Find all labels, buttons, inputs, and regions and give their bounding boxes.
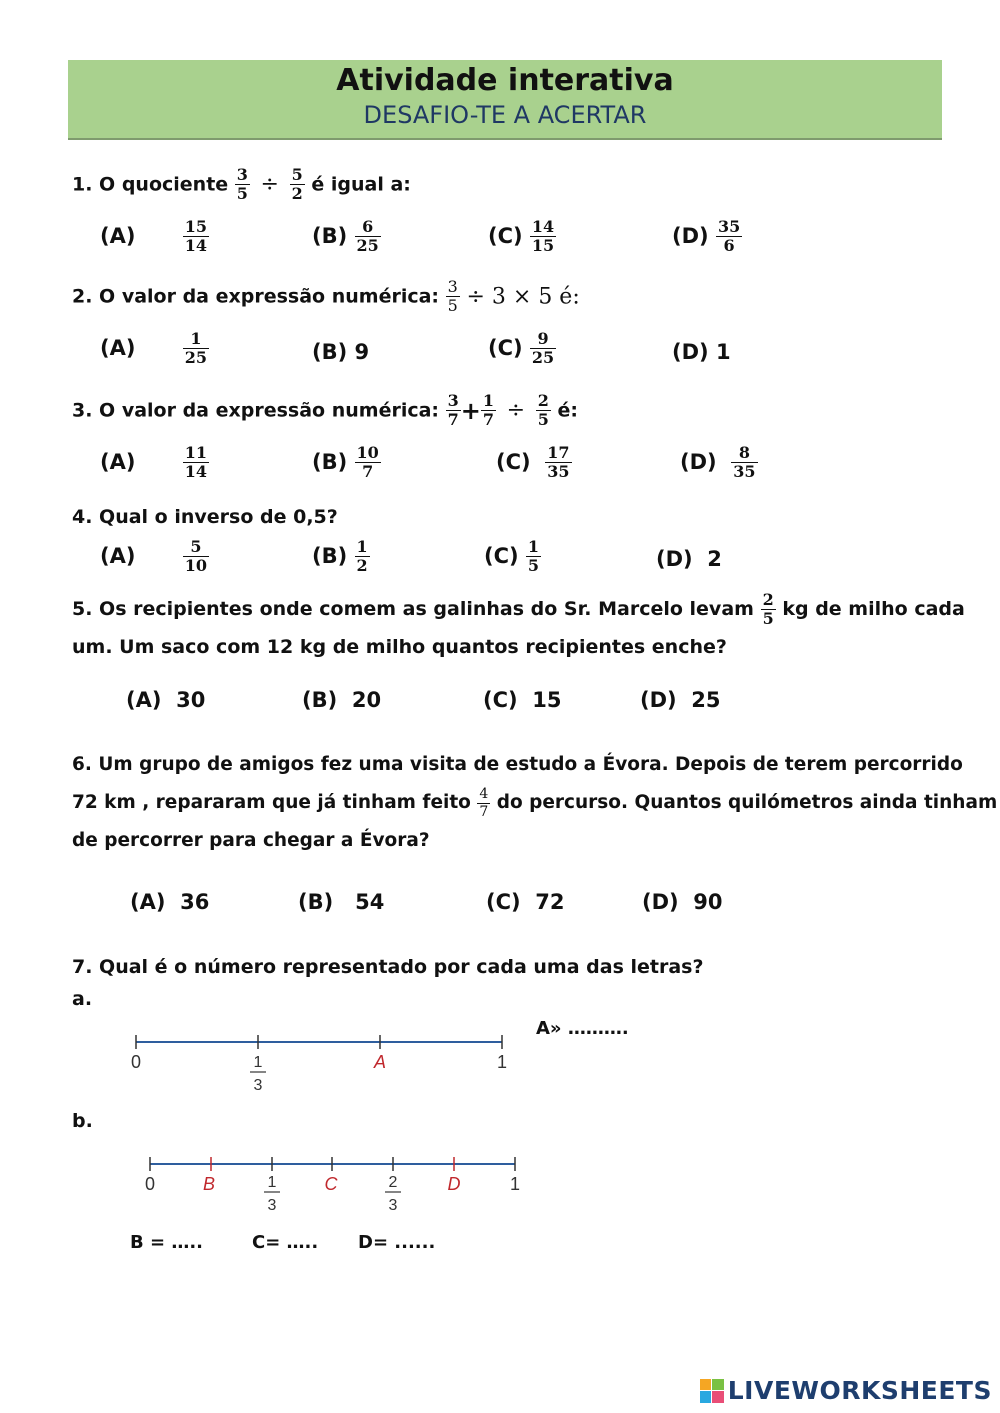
label-third-num: 1 xyxy=(253,1054,263,1071)
q4-option-a[interactable]: (A) $\frac{5}{10}$ xyxy=(100,537,208,576)
q3-option-a[interactable]: (A) $\frac{11}{14}$ xyxy=(100,443,208,482)
fraction: $\frac{17}{35}$ xyxy=(547,443,570,482)
q2-option-a[interactable]: (A) $\frac{1}{25}$ xyxy=(100,329,208,368)
page-subtitle: DESAFIO-TE A ACERTAR xyxy=(363,101,647,129)
fraction: $\frac{2}{5}$ xyxy=(537,391,549,430)
fraction: $\frac{1}{25}$ xyxy=(184,329,208,368)
q2-option-d[interactable]: (D) 1 xyxy=(672,340,731,364)
fraction: $\frac{1}{7}$ xyxy=(482,391,495,430)
fraction: $\frac{3}{5}$ xyxy=(236,165,248,204)
q6-option-c[interactable]: (C) 72 xyxy=(486,890,565,914)
question-7: 7. Qual é o número representado por cada uma das letras? xyxy=(72,956,704,978)
expression: ÷ 3 × 5 é: xyxy=(466,284,580,310)
label-1: 1 xyxy=(496,1052,508,1072)
divide-sign: ÷ xyxy=(506,398,526,424)
question-2 xyxy=(72,278,580,316)
fraction: $\frac{6}{25}$ xyxy=(356,217,379,256)
q6-option-d[interactable]: (D) 90 xyxy=(642,890,723,914)
q1-option-d[interactable]: (D) $\frac{35}{6}$ xyxy=(672,217,741,256)
fraction: $\frac{10}{7}$ xyxy=(356,443,379,482)
fraction: $\frac{4}{7}$ xyxy=(479,786,489,820)
logo-grid-icon xyxy=(700,1379,724,1403)
q2-option-b[interactable]: (B) 9 xyxy=(312,340,370,364)
part-b-label: b. xyxy=(72,1110,93,1132)
label-one-third-num: 1 xyxy=(267,1174,277,1191)
part-a-label: a. xyxy=(72,988,93,1010)
fraction: $\frac{15}{14}$ xyxy=(184,217,208,256)
label-0: 0 xyxy=(144,1174,156,1194)
question-1-text: 1. O quociente xyxy=(72,173,229,196)
page-title: Atividade interativa xyxy=(336,63,674,98)
q5-option-b[interactable]: (B) 20 xyxy=(302,688,382,712)
q5-option-d[interactable]: (D) 25 xyxy=(640,688,721,712)
question-6: 6. Um grupo de amigos fez uma visita de estudo a Évora. Depois de terem percorrido 72 km , repararam que já tinham feito $\frac{4}{7}$ do percurso. Quantos quilómetros ainda tinham de percorrer para chegar a Évora? xyxy=(72,754,998,851)
logo-wordmark: LIVEWORKSHEETS xyxy=(727,1376,992,1405)
q4-option-d[interactable]: (D) 2 xyxy=(656,547,722,571)
label-1: 1 xyxy=(509,1174,521,1194)
q4-option-c[interactable]: (C) $\frac{1}{5}$ xyxy=(484,537,540,576)
fraction: $\frac{11}{14}$ xyxy=(184,443,208,482)
header-banner xyxy=(68,60,942,140)
q1-option-a[interactable]: (A) $\frac{15}{14}$ xyxy=(100,217,208,256)
fraction: $\frac{35}{6}$ xyxy=(717,217,741,256)
liveworksheets-logo xyxy=(700,1376,992,1405)
question-1-text-end: é igual a: xyxy=(311,173,411,196)
number-line-a xyxy=(128,1030,518,1100)
fraction: $\frac{5}{10}$ xyxy=(184,537,208,576)
q3-option-d[interactable]: (D) $\frac{8}{35}$ xyxy=(680,443,756,482)
label-two-thirds-den: 3 xyxy=(388,1197,398,1214)
answer-b-field[interactable]: B = ….. xyxy=(130,1232,204,1253)
label-letter-d: D xyxy=(447,1174,461,1194)
number-line-b xyxy=(140,1152,530,1222)
fraction: $\frac{8}{35}$ xyxy=(733,443,756,482)
label-letter-a: A xyxy=(373,1052,387,1072)
label-third-den: 3 xyxy=(253,1077,263,1094)
fraction: $\frac{3}{5}$ xyxy=(447,277,458,316)
fraction: $\frac{1}{5}$ xyxy=(527,537,540,576)
label-one-third-den: 3 xyxy=(267,1197,277,1214)
answer-a-field[interactable]: A» ………. xyxy=(536,1018,629,1039)
q4-option-b[interactable]: (B) $\frac{1}{2}$ xyxy=(312,537,368,576)
question-3-text: 3. O valor da expressão numérica: xyxy=(72,399,440,422)
q2-option-c[interactable]: (C) $\frac{9}{25}$ xyxy=(488,329,555,368)
question-3 xyxy=(72,392,578,430)
fraction: $\frac{14}{15}$ xyxy=(531,217,555,256)
question-2-text: 2. O valor da expressão numérica: xyxy=(72,285,440,308)
question-5: 5. Os recipientes onde comem as galinhas do Sr. Marcelo levam $\frac{2}{5}$ kg de milho cada um. Um saco com 12 kg de milho quantos recipientes enche? xyxy=(72,589,965,659)
fraction: $\frac{5}{2}$ xyxy=(291,165,303,204)
label-two-thirds-num: 2 xyxy=(388,1174,398,1191)
question-3-text-end: é: xyxy=(557,399,578,422)
q1-option-c[interactable]: (C) $\frac{14}{15}$ xyxy=(488,217,555,256)
label-letter-c: C xyxy=(324,1174,338,1194)
divide-sign: ÷ xyxy=(260,172,279,198)
q5-option-c[interactable]: (C) 15 xyxy=(483,688,562,712)
question-1 xyxy=(72,166,411,204)
plus-sign: + xyxy=(460,396,481,425)
q5-option-a[interactable]: (A) 30 xyxy=(126,688,206,712)
answer-c-field[interactable]: C= ….. xyxy=(252,1232,319,1253)
fraction: $\frac{2}{5}$ xyxy=(762,589,774,628)
label-letter-b: B xyxy=(202,1174,216,1194)
fraction: $\frac{3}{7}$ xyxy=(447,391,459,430)
label-0: 0 xyxy=(130,1052,142,1072)
question-4: 4. Qual o inverso de 0,5? xyxy=(72,506,338,528)
q3-option-c[interactable]: (C) $\frac{17}{35}$ xyxy=(496,443,570,482)
fraction: $\frac{1}{2}$ xyxy=(356,537,368,576)
q6-option-b[interactable]: (B) 54 xyxy=(298,890,385,914)
q1-option-b[interactable]: (B) $\frac{6}{25}$ xyxy=(312,217,379,256)
fraction: $\frac{9}{25}$ xyxy=(531,329,555,368)
q3-option-b[interactable]: (B) $\frac{10}{7}$ xyxy=(312,443,379,482)
q6-option-a[interactable]: (A) 36 xyxy=(130,890,210,914)
answer-d-field[interactable]: D= ...... xyxy=(358,1232,436,1253)
